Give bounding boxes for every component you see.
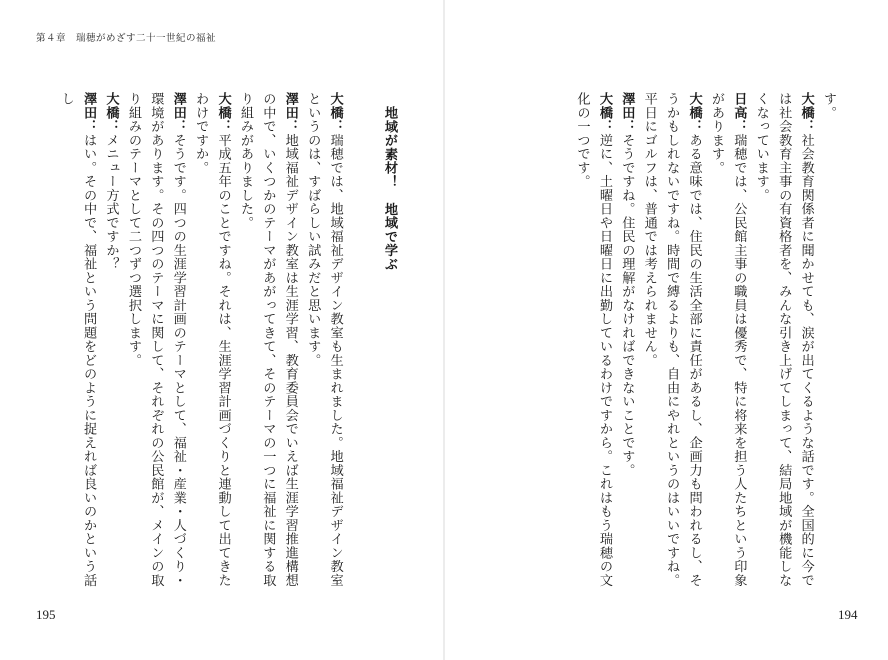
dialogue-paragraph (54, 92, 99, 592)
dialogue-paragraph (637, 92, 704, 592)
speaker-colon: ： (282, 119, 298, 134)
speaker-colon: ： (215, 119, 231, 134)
speaker-name: 大橋 (596, 92, 612, 120)
dialogue-paragraph (705, 92, 750, 592)
paragraph (817, 92, 839, 592)
dialogue-paragraph (749, 92, 816, 592)
paragraph-text: 逆に、土曜日や日曜日に出勤しているわけですから。これはもう瑞穂の文化の一つです。 (574, 92, 612, 587)
speaker-colon: ： (798, 119, 814, 134)
page-gutter (443, 0, 445, 660)
speaker-name: 大橋 (215, 92, 231, 120)
paragraph-text: はい。その中で、福祉という問題をどのように捉えれば良いのかという話し (58, 92, 97, 587)
speaker-colon: ： (686, 119, 702, 134)
speaker-name: 大橋 (103, 92, 119, 120)
paragraph-text: 平成五年のことですね。それは、生涯学習計画づくりと連動して出てきたわけですか。 (193, 92, 231, 587)
running-head: 第４章 瑞穂がめざす二十一世紀の福祉 (36, 33, 217, 44)
dialogue-paragraph (234, 92, 301, 592)
dialogue-paragraph (99, 92, 121, 592)
paragraph-text: 瑞穂では、公民館主事の職員は優秀で、特に将来を担う人たちという印象があります。 (708, 92, 747, 587)
paragraph-text: そうですね。住民の理解がなければできないことです。 (619, 133, 635, 477)
dialogue-paragraph (301, 92, 346, 592)
left-page-text (42, 92, 414, 592)
paragraph-text: ある意味では、住民の生活全部に責任があるし、企画力も問われるし、そうかもしれないですね。時間で縛るよりも、自由にやれというのはいいですね。平日にゴルフは、普通では考えられません。 (641, 92, 702, 587)
page-number-left: 195 (36, 607, 56, 622)
speaker-name: 澤田 (170, 92, 186, 120)
dialogue-paragraph (615, 92, 637, 592)
speaker-colon: ： (81, 119, 97, 134)
page-number-right: 194 (838, 607, 858, 622)
speaker-colon: ： (731, 119, 747, 134)
speaker-name: 澤田 (81, 92, 97, 120)
right-page-text (567, 92, 839, 592)
speaker-colon: ： (170, 119, 186, 134)
paragraph-text: 地域福祉デザイン教室は生涯学習、教育委員会でいえば生涯学習推進構想の中で、いくつかのテーマがあがってきて、そのテーマの一つに福祉に関する取り組みがありました。 (237, 92, 298, 587)
speaker-name: 大橋 (686, 92, 702, 120)
speaker-name: 大橋 (798, 92, 814, 120)
dialogue-paragraph (189, 92, 234, 592)
speaker-name: 大橋 (327, 92, 343, 120)
speaker-name: 澤田 (619, 92, 635, 120)
paragraph-text: 社会教育関係者に聞かせても、涙が出てくるような話です。全国的に今では社会教育主事の有資格者を、みんな引き上げてしまって、結局地域が機能しなくなっています。 (753, 92, 814, 587)
speaker-colon: ： (327, 119, 343, 134)
dialogue-paragraph (122, 92, 189, 592)
dialogue-paragraph (570, 92, 615, 592)
section-heading: 地域が素材！ 地域で学ぶ (382, 106, 397, 271)
speaker-colon: ： (103, 119, 119, 134)
speaker-colon: ： (596, 119, 612, 134)
paragraph-text: す。 (821, 92, 836, 120)
speaker-name: 澤田 (282, 92, 298, 120)
paragraph-text: メニュー方式ですか？ (103, 133, 119, 271)
speaker-colon: ： (619, 119, 635, 134)
speaker-name: 日高 (731, 92, 747, 120)
paragraph-text: そうです。四つの生涯学習計画のテーマとして、福祉・産業・人づくり・環境があります。その四つのテーマに関して、それぞれの公民館が、メインの取り組みのテーマとして二つずつ選択します。 (125, 92, 186, 587)
paragraph-text: 瑞穂では、地域福祉デザイン教室も生まれました。地域福祉デザイン教室というのは、すばらしい試みだと思います。 (305, 92, 343, 587)
